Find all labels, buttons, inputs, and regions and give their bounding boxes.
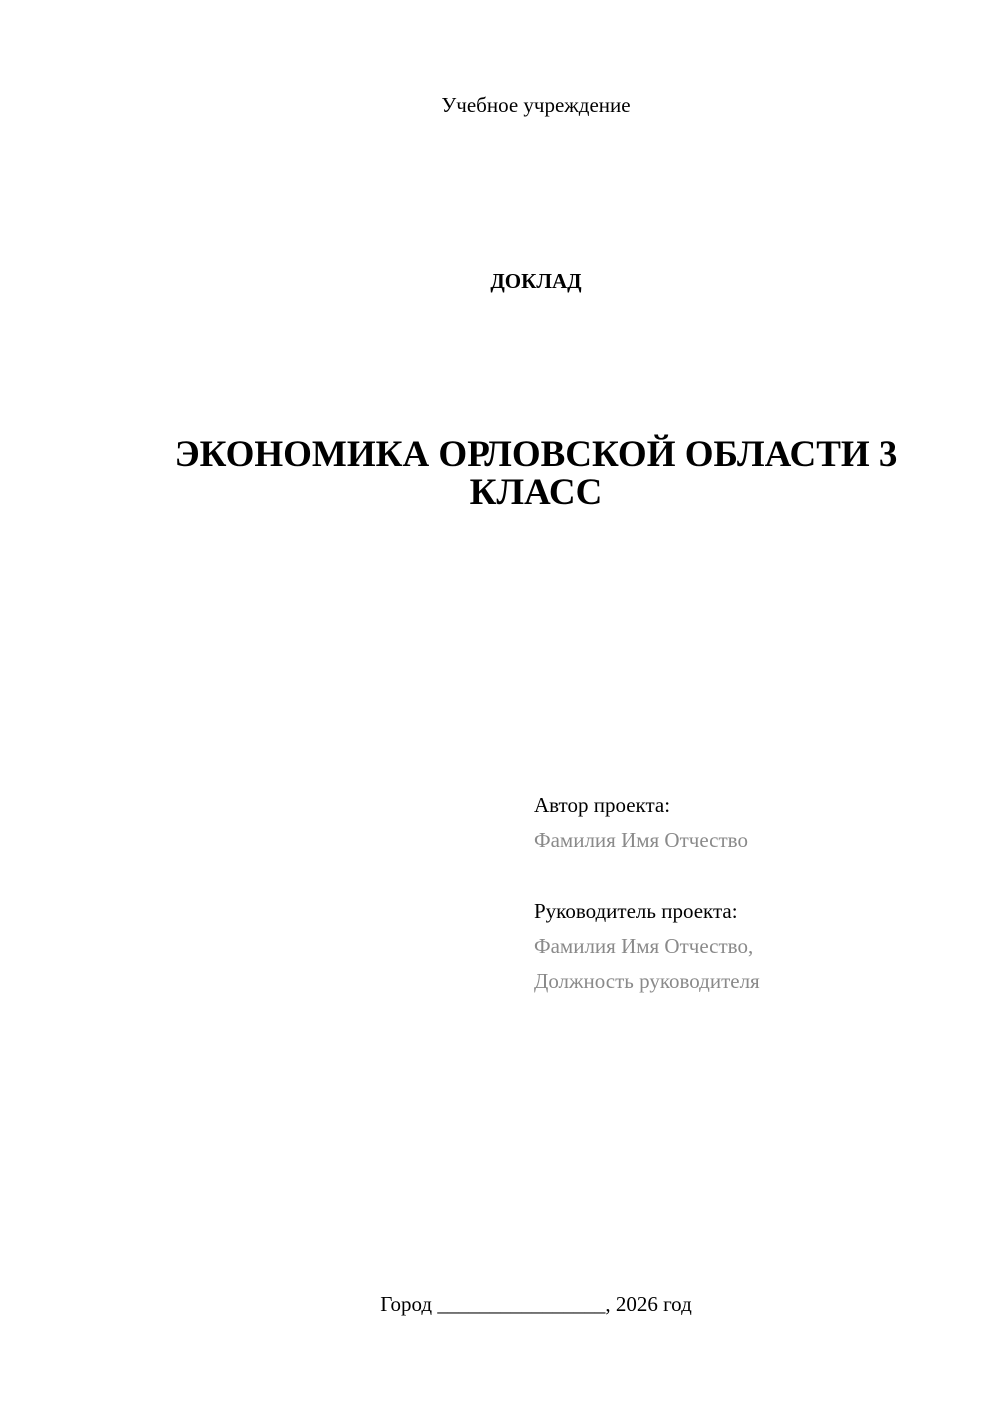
city-year-line: Город ________________, 2026 год	[380, 1292, 692, 1316]
document-title	[130, 436, 942, 512]
supervisor-position-placeholder: Должность руководителя	[534, 969, 760, 993]
document-title-line-1: ЭКОНОМИКА ОРЛОВСКОЙ ОБЛАСТИ 3	[174, 434, 898, 475]
supervisor-label: Руководитель проекта:	[534, 899, 738, 923]
author-block	[534, 788, 974, 999]
author-label: Автор проекта:	[534, 793, 671, 817]
document-title-line-2: КЛАСС	[469, 472, 603, 513]
author-name-placeholder: Фамилия Имя Отчество	[534, 828, 748, 852]
document-type: ДОКЛАД	[490, 269, 582, 293]
supervisor-name-placeholder: Фамилия Имя Отчество,	[534, 934, 754, 958]
spacer	[534, 858, 974, 894]
institution-name: Учебное учреждение	[441, 93, 631, 117]
